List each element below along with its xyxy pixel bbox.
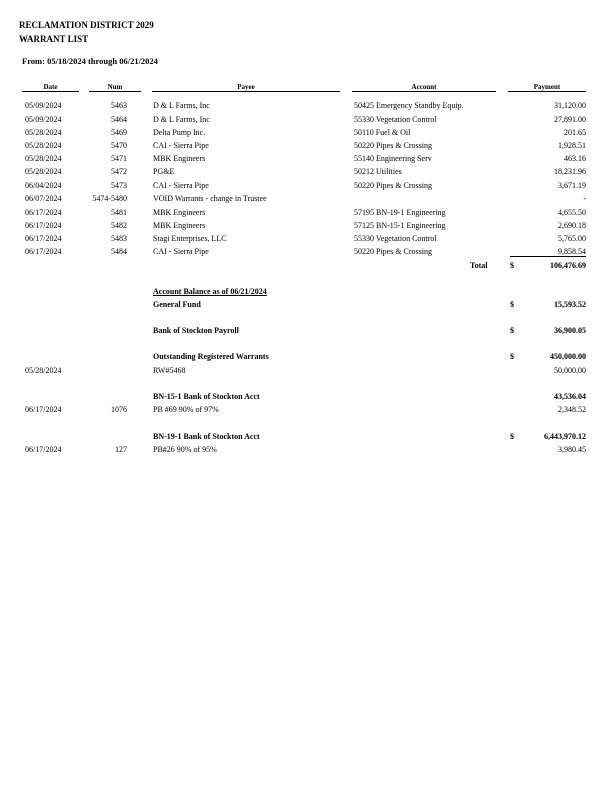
row-date: 06/07/2024 [25, 194, 62, 203]
row-payment: 463.16 [564, 154, 586, 163]
row-date: 06/17/2024 [25, 234, 62, 243]
general-fund-label: General Fund [153, 300, 201, 309]
row-account: 55330 Vegetation Control [354, 234, 437, 243]
row-payee: CAI - Sierra Pipe [153, 141, 209, 150]
outstanding-warrants-amount: 450,000.00 [550, 352, 586, 361]
row-payment: 3,671.19 [558, 181, 586, 190]
row-payment: 5,765.00 [558, 234, 586, 243]
row-payee: MBK Engineers [153, 221, 206, 230]
row-payment: 9,858.54 [510, 248, 586, 257]
bn19-account-amount: 6,443,970.12 [544, 432, 586, 441]
row-num: 5473 [111, 181, 127, 190]
bn19-account-currency: $ [510, 432, 514, 441]
outstanding-detail-amount: 50,000.00 [554, 366, 586, 375]
row-num: 5481 [111, 208, 127, 217]
outstanding-detail-desc: RW#5468 [153, 366, 186, 375]
col-header-date: Date [22, 84, 79, 92]
row-num: 5469 [111, 128, 127, 137]
bn19-detail-desc: PB#26 90% of 95% [153, 445, 217, 454]
row-account: 50425 Emergency Standby Equip. [354, 101, 464, 110]
row-payee: VOID Warrants - change in Trustee [153, 194, 267, 203]
row-num: 5471 [111, 154, 127, 163]
bn15-account-label: BN-15-1 Bank of Stockton Acct [153, 392, 260, 401]
bn19-account-label: BN-19-1 Bank of Stockton Acct [153, 432, 260, 441]
row-date: 06/04/2024 [25, 181, 62, 190]
total-label: Total [470, 261, 488, 270]
row-payee: PG&E [153, 167, 175, 176]
row-payee: MBK Engineers [153, 208, 206, 217]
row-payment: 18,231.96 [554, 167, 586, 176]
row-payee: CAI - Sierra Pipe [153, 247, 209, 256]
row-payment: 31,120.00 [554, 101, 586, 110]
row-account: 50220 Pipes & Crossing [354, 247, 433, 256]
total-amount: 106,476.69 [550, 261, 586, 270]
payroll-amount: 36,900.05 [554, 326, 586, 335]
row-payee: D & L Farms, Inc [153, 101, 210, 110]
row-payee: Stagi Enterprises, LLC [153, 234, 227, 243]
row-num: 5474-5480 [92, 194, 127, 203]
row-date: 06/17/2024 [25, 208, 62, 217]
row-num: 5484 [111, 247, 127, 256]
date-range: From: 05/18/2024 through 06/21/2024 [22, 56, 158, 66]
row-payee: Delta Pump Inc. [153, 128, 206, 137]
row-account: 57195 BN-19-1 Engineering [354, 208, 446, 217]
row-num: 5482 [111, 221, 127, 230]
row-date: 05/28/2024 [25, 154, 62, 163]
row-account: 50220 Pipes & Crossing [354, 181, 433, 190]
row-date: 05/09/2024 [25, 101, 62, 110]
col-header-payee: Payee [152, 84, 340, 92]
row-account: 50110 Fuel & Oil [354, 128, 411, 137]
payroll-currency: $ [510, 326, 514, 335]
row-account: 57125 BN-15-1 Engineering [354, 221, 446, 230]
row-payee: D & L Farms, Inc [153, 115, 210, 124]
row-payee: MBK Engineers [153, 154, 206, 163]
row-date: 05/28/2024 [25, 167, 62, 176]
row-date: 05/09/2024 [25, 115, 62, 124]
general-fund-amount: 15,593.52 [554, 300, 586, 309]
row-date: 05/28/2024 [25, 141, 62, 150]
row-num: 5470 [111, 141, 127, 150]
row-payment: 1,928.51 [558, 141, 586, 150]
bn15-detail-desc: PB #69 90% of 97% [153, 405, 219, 414]
row-account: 50220 Pipes & Crossing [354, 141, 433, 150]
col-header-account: Account [352, 84, 496, 92]
bn15-detail-date: 06/17/2024 [25, 405, 62, 414]
row-payment: 2,690.18 [558, 221, 586, 230]
org-name: RECLAMATION DISTRICT 2029 [19, 20, 154, 30]
row-date: 05/28/2024 [25, 128, 62, 137]
outstanding-warrants-label: Outstanding Registered Warrants [153, 352, 269, 361]
row-num: 5483 [111, 234, 127, 243]
row-num: 5472 [111, 167, 127, 176]
col-header-payment: Payment [508, 84, 586, 92]
row-payee: CAI - Sierra Pipe [153, 181, 209, 190]
row-account: 55140 Engineering Serv [354, 154, 432, 163]
row-account: 50212 Utilities [354, 167, 402, 176]
bn19-detail-date: 06/17/2024 [25, 445, 62, 454]
bn15-detail-amount: 2,348.52 [558, 405, 586, 414]
row-account: 55330 Vegetation Control [354, 115, 437, 124]
row-num: 5463 [111, 101, 127, 110]
bn19-detail-amount: 3,980.45 [558, 445, 586, 454]
general-fund-currency: $ [510, 300, 514, 309]
payroll-label: Bank of Stockton Payroll [153, 326, 239, 335]
col-header-num: Num [89, 84, 141, 92]
bn19-detail-num: 127 [115, 445, 127, 454]
total-currency: $ [510, 261, 514, 270]
row-date: 06/17/2024 [25, 221, 62, 230]
outstanding-warrants-currency: $ [510, 352, 514, 361]
row-payment: 27,891.00 [554, 115, 586, 124]
bn15-account-amount: 43,536.04 [554, 392, 586, 401]
bn15-detail-num: 1076 [111, 405, 127, 414]
row-payment: - [583, 194, 586, 203]
row-num: 5464 [111, 115, 127, 124]
row-payment: 4,655.50 [558, 208, 586, 217]
outstanding-detail-date: 05/28/2024 [25, 366, 62, 375]
balance-heading: Account Balance as of 06/21/2024 [153, 287, 267, 296]
row-date: 06/17/2024 [25, 247, 62, 256]
row-payment: 201.65 [564, 128, 586, 137]
document-title: WARRANT LIST [19, 34, 89, 44]
